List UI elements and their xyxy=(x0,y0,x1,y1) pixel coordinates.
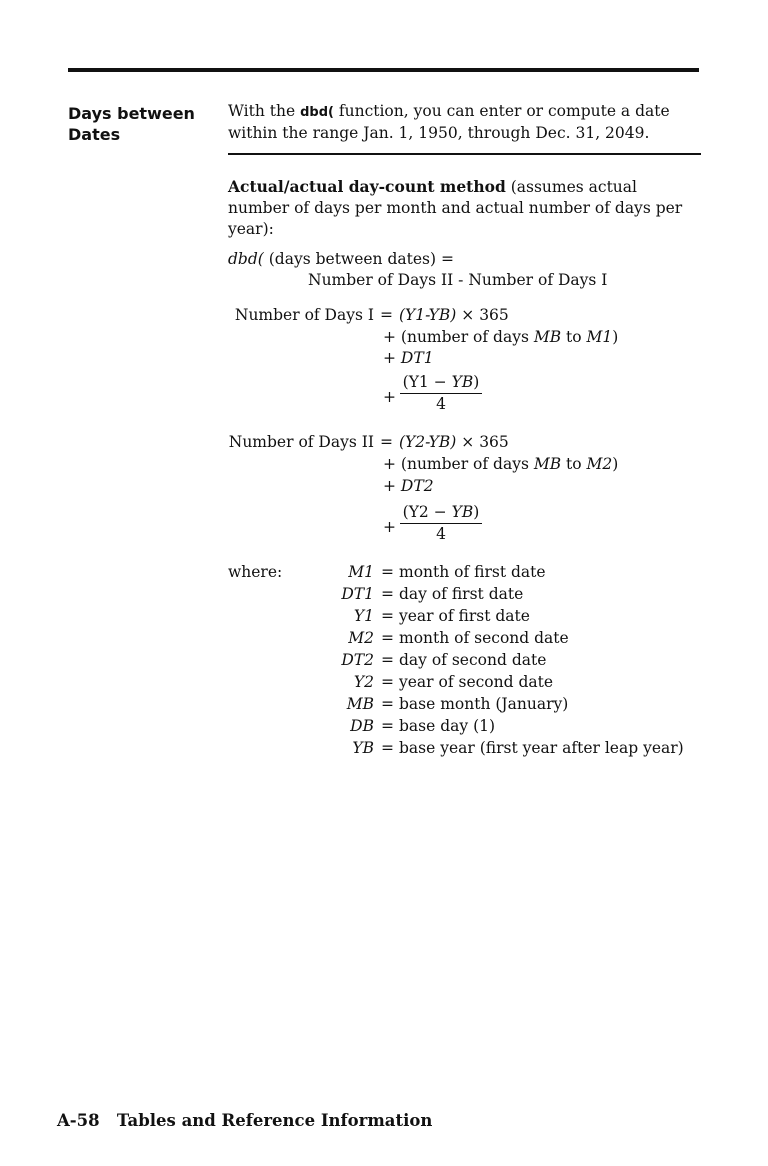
days1-frac-yb: YB xyxy=(451,373,474,391)
days1-line1 xyxy=(399,305,509,326)
where-var: M1 xyxy=(348,563,374,581)
where-desc: base day (1) xyxy=(399,717,496,735)
dbd-function: dbd( xyxy=(228,250,264,268)
days1-line2-mb: MB xyxy=(533,328,562,346)
where-desc: base month (January) xyxy=(399,695,569,713)
where-equals: = xyxy=(381,585,394,603)
page-footer: A-58 Tables and Reference Information xyxy=(57,1111,433,1130)
days2-frac-yb: YB xyxy=(451,503,474,521)
section-heading-line1: Days between xyxy=(68,104,195,123)
where-label: where: xyxy=(228,563,283,581)
days2-frac-open: (Y2 xyxy=(402,503,429,521)
days2-fraction xyxy=(400,502,482,545)
method-description: (assumes actual number of days per month and actual number of days per year): xyxy=(228,178,683,238)
section-heading xyxy=(68,103,218,145)
section-heading-line2: Dates xyxy=(68,125,121,144)
days2-frac-numerator xyxy=(400,502,482,523)
days1-frac-numerator xyxy=(400,372,482,393)
days2-line2 xyxy=(383,454,618,475)
days1-line1-var: (Y1-YB) xyxy=(399,306,457,324)
where-equals: = xyxy=(381,739,394,757)
days2-line2-pre: + (number of days xyxy=(383,455,534,473)
method-title: Actual/actual day-count method xyxy=(228,177,506,196)
days1-line2 xyxy=(383,327,618,348)
days1-frac-close: ) xyxy=(473,373,480,391)
days2-line3-plus: + xyxy=(383,477,401,495)
where-desc: year of second date xyxy=(399,673,554,691)
dbd-definition xyxy=(228,249,454,270)
days1-line2-post: ) xyxy=(612,328,619,346)
days2-line3-var: DT2 xyxy=(400,477,434,495)
dbd-text: (days between dates) = xyxy=(263,250,454,268)
days1-frac-denominator: 4 xyxy=(436,395,446,413)
where-equals: = xyxy=(381,629,394,647)
days1-fraction xyxy=(400,372,482,415)
top-rule xyxy=(68,68,699,72)
where-var: DB xyxy=(350,717,374,735)
days1-frac-minus: − xyxy=(428,373,452,391)
where-equals: = xyxy=(381,563,394,581)
days2-line2-post: ) xyxy=(612,455,619,473)
intro-paragraph xyxy=(228,101,698,144)
intro-after: function, you can enter or compute a date within the range Jan. 1, 1950, through Dec. 31, 2049. xyxy=(228,102,670,142)
where-var: YB xyxy=(352,739,374,757)
where-equals: = xyxy=(381,651,394,669)
days1-equals: = xyxy=(380,306,393,324)
where-var: Y2 xyxy=(353,673,374,691)
days1-line2-m: M1 xyxy=(586,328,613,346)
days2-frac-denominator: 4 xyxy=(436,525,446,543)
dbd-definition-rhs: Number of Days II - Number of Days I xyxy=(308,271,608,289)
where-var: MB xyxy=(346,695,374,713)
method-paragraph xyxy=(228,176,698,240)
where-desc: month of second date xyxy=(399,629,569,647)
where-desc: day of second date xyxy=(399,651,547,669)
days1-line2-pre: + (number of days xyxy=(383,328,534,346)
days2-frac-plus: + xyxy=(383,518,396,536)
where-equals: = xyxy=(381,673,394,691)
days1-label: Number of Days I xyxy=(234,306,374,324)
where-desc: month of first date xyxy=(399,563,546,581)
where-desc: year of first date xyxy=(399,607,530,625)
where-var: DT2 xyxy=(341,651,374,669)
where-desc: base year (first year after leap year) xyxy=(399,739,684,757)
days2-line2-m: M2 xyxy=(586,455,613,473)
days2-line1-var: (Y2-YB) xyxy=(399,433,457,451)
intro-function-name: dbd( xyxy=(300,105,334,120)
days2-line2-mb: MB xyxy=(533,455,562,473)
where-desc: day of first date xyxy=(399,585,524,603)
where-var: DT1 xyxy=(341,585,374,603)
days2-line1-rest: × 365 xyxy=(456,433,509,451)
where-var: M2 xyxy=(348,629,374,647)
days2-frac-minus: − xyxy=(428,503,452,521)
where-var: Y1 xyxy=(353,607,374,625)
section-rule xyxy=(228,153,701,155)
days2-line3 xyxy=(383,476,434,497)
days2-equals: = xyxy=(380,433,393,451)
days1-line3-var: DT1 xyxy=(400,349,434,367)
days1-line1-rest: × 365 xyxy=(456,306,509,324)
days1-line2-to: to xyxy=(561,328,587,346)
where-equals: = xyxy=(381,607,394,625)
days2-frac-close: ) xyxy=(473,503,480,521)
days1-frac-open: (Y1 xyxy=(402,373,429,391)
where-equals: = xyxy=(381,717,394,735)
intro-before: With the xyxy=(228,102,301,120)
where-equals: = xyxy=(381,695,394,713)
days1-frac-plus: + xyxy=(383,388,396,406)
days2-line1 xyxy=(399,432,509,453)
days2-line2-to: to xyxy=(561,455,587,473)
days2-label: Number of Days II xyxy=(228,433,374,451)
days1-line3 xyxy=(383,348,434,369)
days1-line3-plus: + xyxy=(383,349,401,367)
